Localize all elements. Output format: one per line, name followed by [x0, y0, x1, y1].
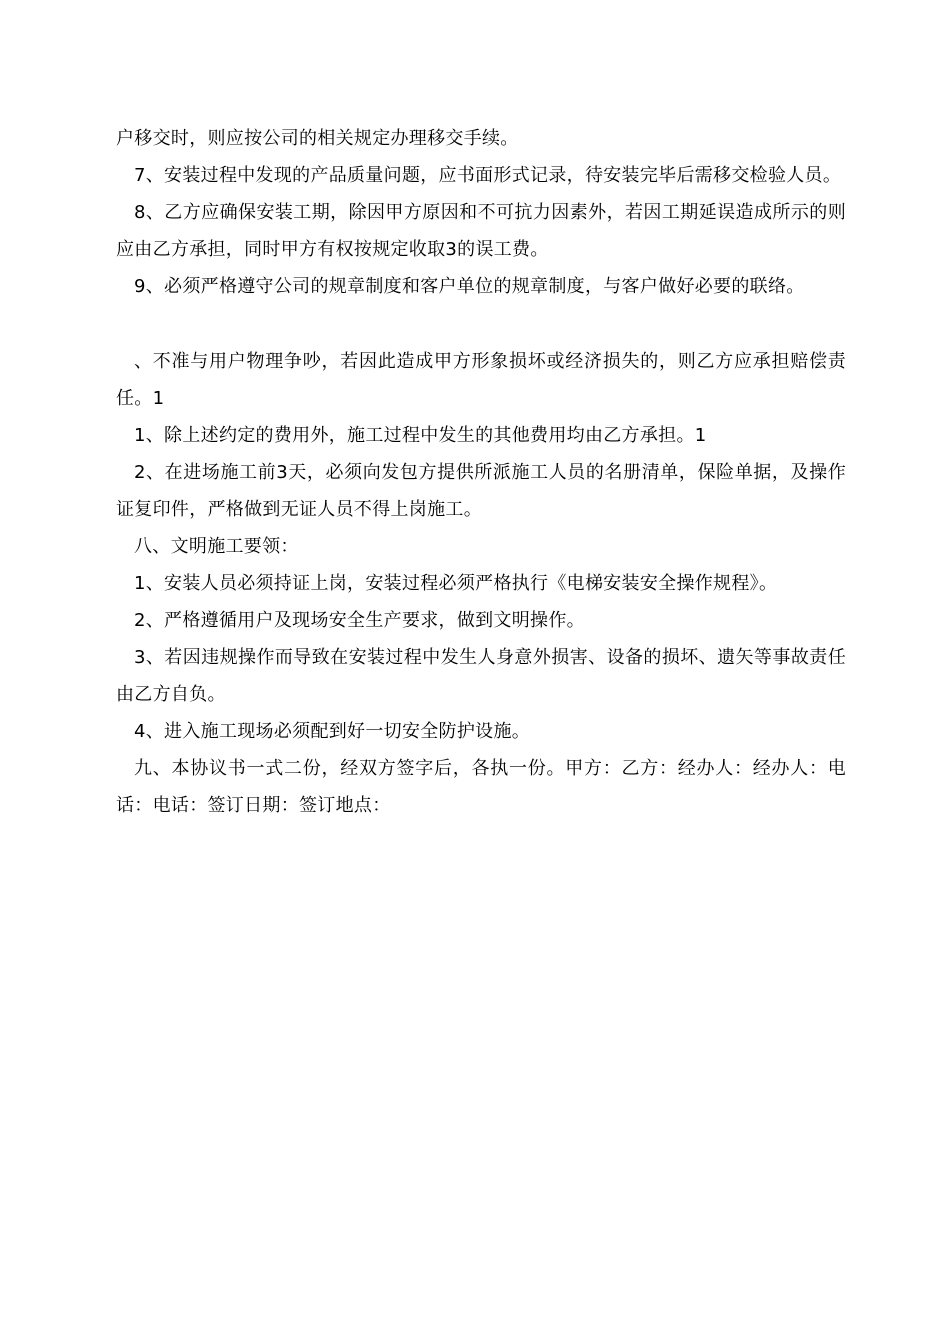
paragraph-item-8: 8、乙方应确保安装工期，除因甲方原因和不可抗力因素外，若因工期延误造成所示的则应由乙方承担，同时甲方有权按规定收取3的误工费。	[116, 202, 846, 260]
paragraph-item-9: 9、必须严格遵守公司的规章制度和客户单位的规章制度，与客户做好必要的联络。	[134, 276, 805, 297]
paragraph-protective-equipment: 4、进入施工现场必须配到好一切安全防护设施。	[134, 721, 531, 742]
paragraph-item-7: 7、安装过程中发现的产品质量问题，应书面形式记录，待安装完毕后需移交检验人员。	[134, 165, 842, 186]
paragraph-certified-staff: 1、安装人员必须持证上岗，安装过程必须严格执行《电梯安装安全操作规程》。	[134, 573, 778, 594]
paragraph-gap	[116, 305, 846, 343]
document-body	[116, 120, 846, 824]
paragraph-handover: 户移交时，则应按公司的相关规定办理移交手续。	[116, 128, 519, 149]
section-heading-civilized-construction: 八、文明施工要领：	[134, 536, 299, 557]
paragraph-signatures: 九、本协议书一式二份，经双方签字后，各执一份。甲方：乙方：经办人：经办人：电话：电话：签订日期：签订地点：	[116, 758, 846, 816]
paragraph-no-quarrel: 、不准与用户物理争吵，若因此造成甲方形象损坏或经济损失的，则乙方应承担赔偿责任。1	[116, 351, 846, 409]
paragraph-liability: 3、若因违规操作而导致在安装过程中发生人身意外损害、设备的损坏、遗矢等事故责任由乙方自负。	[116, 647, 846, 705]
paragraph-expenses: 1、除上述约定的费用外，施工过程中发生的其他费用均由乙方承担。1	[134, 425, 707, 446]
paragraph-safety-requirements: 2、严格遵循用户及现场安全生产要求，做到文明操作。	[134, 610, 585, 631]
paragraph-personnel-list: 2、在进场施工前3天，必须向发包方提供所派施工人员的名册清单，保险单据，及操作证复印件，严格做到无证人员不得上岗施工。	[116, 462, 846, 520]
